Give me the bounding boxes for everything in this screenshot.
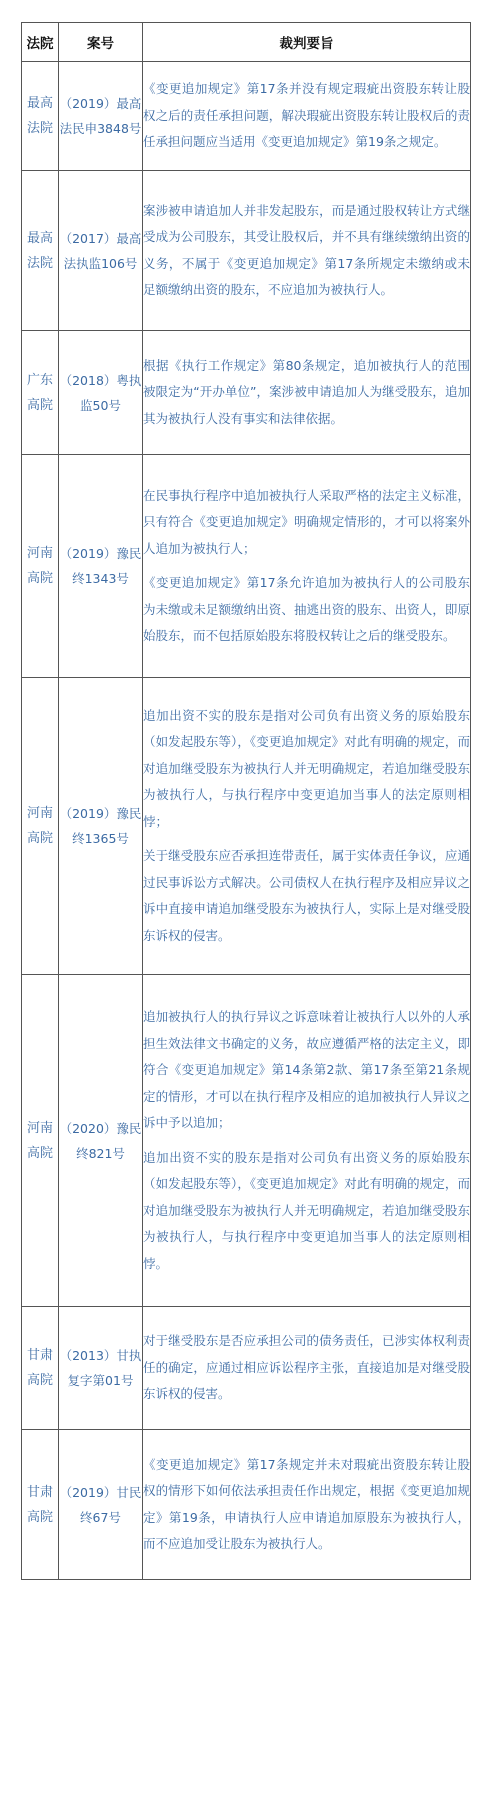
ruling-gist-paragraph: 《变更追加规定》第17条规定并未对瑕疵出资股东转让股权的情形下如何依法承担责任作出规定，根据《变更追加规定》第19条，申请执行人应申请追加原股东为被执行人，而不应追加受让股东为被执行人。	[143, 1456, 470, 1551]
case-number-cell: （2013）甘执复字第01号	[59, 1307, 143, 1430]
table-row	[22, 1430, 471, 1580]
case-number-cell: （2018）粤执监50号	[59, 331, 143, 455]
ruling-gist-paragraph: 根据《执行工作规定》第80条规定，追加被执行人的范围被限定为“开办单位”，案涉被申请追加人为继受股东，追加其为被执行人没有事实和法律依据。	[143, 357, 470, 426]
case-number-cell: （2017）最高法执监106号	[59, 171, 143, 331]
ruling-summary-table	[21, 22, 471, 1580]
header-court: 法院	[22, 23, 59, 62]
header-ruling-gist: 裁判要旨	[143, 23, 471, 62]
ruling-gist-cell	[143, 1307, 471, 1430]
table-row	[22, 678, 471, 975]
ruling-gist-paragraph: 《变更追加规定》第17条允许追加为被执行人的公司股东为未缴或未足额缴纳出资、抽逃出资的股东、出资人，即原始股东，而不包括原始股东将股权转让之后的继受股东。	[143, 575, 470, 643]
court-cell: 最高法院	[22, 171, 59, 331]
ruling-gist-cell	[143, 171, 471, 331]
ruling-gist-paragraph: 《变更追加规定》第17条并没有规定瑕疵出资股东转让股权之后的责任承担问题，解决瑕疵出资股东转让股权后的责任承担问题应当适用《变更追加规定》第19条之规定。	[143, 81, 470, 150]
court-cell: 河南高院	[22, 678, 59, 975]
ruling-gist-paragraph: 对于继受股东是否应承担公司的债务责任，已涉实体权利责任的确定，应通过相应诉讼程序主张，直接追加是对继受股东诉权的侵害。	[143, 1333, 470, 1402]
ruling-gist-cell	[143, 62, 471, 171]
court-cell: 最高法院	[22, 62, 59, 171]
court-cell: 甘肃高院	[22, 1307, 59, 1430]
ruling-gist-cell	[143, 678, 471, 975]
table-row	[22, 331, 471, 455]
case-number-cell: （2019）豫民终1343号	[59, 455, 143, 678]
header-case-number: 案号	[59, 23, 143, 62]
ruling-gist-cell	[143, 455, 471, 678]
table-row	[22, 975, 471, 1307]
table-header-row	[22, 23, 471, 62]
ruling-gist-paragraph: 追加出资不实的股东是指对公司负有出资义务的原始股东（如发起股东等），《变更追加规定》对此有明确的规定，而对追加继受股东为被执行人并无明确规定，若追加继受股东为被执行人，与执行程序中变更追加当事人的法定原则相悖。	[143, 1149, 470, 1271]
case-number-cell: （2019）豫民终1365号	[59, 678, 143, 975]
court-cell: 河南高院	[22, 975, 59, 1307]
table-row	[22, 455, 471, 678]
ruling-gist-cell	[143, 975, 471, 1307]
court-cell: 河南高院	[22, 455, 59, 678]
ruling-gist-cell	[143, 1430, 471, 1580]
ruling-gist-cell	[143, 331, 471, 455]
case-number-cell: （2020）豫民终821号	[59, 975, 143, 1307]
table-row	[22, 171, 471, 331]
ruling-gist-paragraph: 案涉被申请追加人并非发起股东，而是通过股权转让方式继受成为公司股东，其受让股权后，并不具有继续缴纳出资的义务，不属于《变更追加规定》第17条所规定未缴纳或未足额缴纳出资的股东，不应追加为被执行人。	[143, 202, 470, 297]
ruling-gist-paragraph: 在民事执行程序中追加被执行人采取严格的法定主义标准，只有符合《变更追加规定》明确规定情形的，才可以将案外人追加为被执行人；	[143, 487, 470, 556]
ruling-gist-paragraph: 关于继受股东应否承担连带责任，属于实体责任争议，应通过民事诉讼方式解决。公司债权人在执行程序及相应异议之诉中直接申请追加继受股东为被执行人，实际上是对继受股东诉权的侵害。	[143, 848, 470, 943]
ruling-gist-paragraph: 追加被执行人的执行异议之诉意味着让被执行人以外的人承担生效法律文书确定的义务，故应遵循严格的法定主义，即符合《变更追加规定》第14条第2款、第17条至第21条规定的情形，才可以在执行程序及相应的追加被执行人异议之诉中予以追加；	[143, 1009, 470, 1130]
court-cell: 甘肃高院	[22, 1430, 59, 1580]
ruling-gist-paragraph: 追加出资不实的股东是指对公司负有出资义务的原始股东（如发起股东等），《变更追加规定》对此有明确的规定，而对追加继受股东为被执行人并无明确规定，若追加继受股东为被执行人，与执行程序中变更追加当事人的法定原则相悖；	[143, 707, 470, 829]
table-row	[22, 62, 471, 171]
court-cell: 广东高院	[22, 331, 59, 455]
case-number-cell: （2019）最高法民申3848号	[59, 62, 143, 171]
case-number-cell: （2019）甘民终67号	[59, 1430, 143, 1580]
table-row	[22, 1307, 471, 1430]
